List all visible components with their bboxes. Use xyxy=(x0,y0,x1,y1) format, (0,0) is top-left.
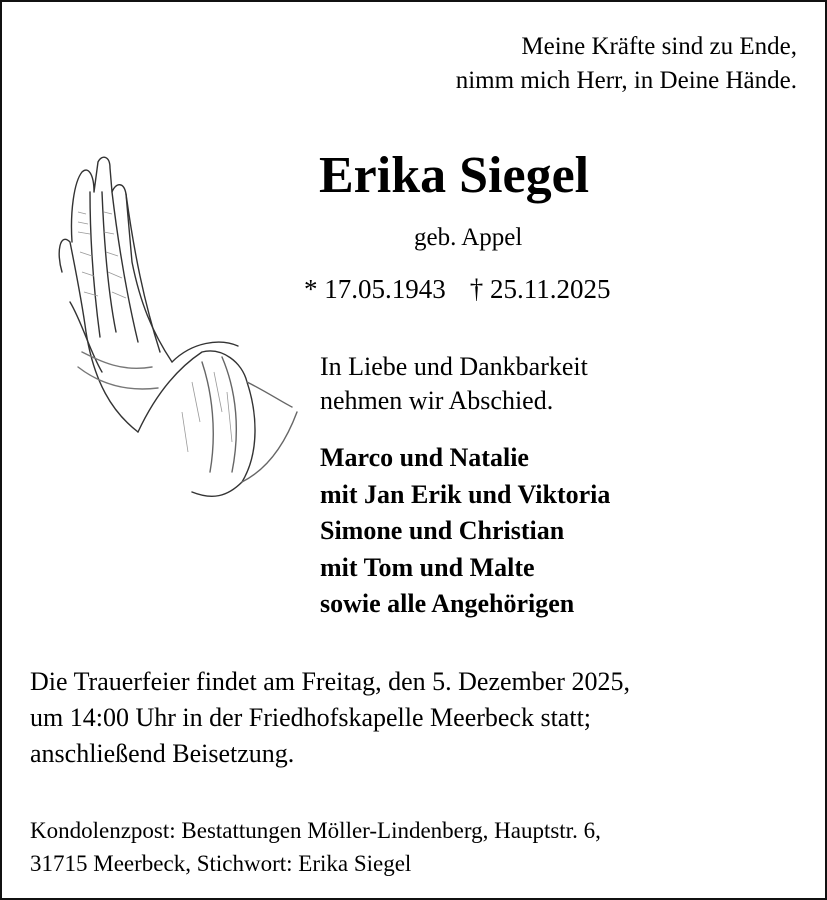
praying-hands-icon xyxy=(42,152,302,512)
ceremony-line-1: Die Trauerfeier findet am Freitag, den 5. Dezember 2025, xyxy=(30,667,630,696)
birth-date: * 17.05.1943 xyxy=(304,274,446,304)
motto-line-1: Meine Kräfte sind zu Ende, xyxy=(521,33,797,60)
mourner-line: mit Tom und Malte xyxy=(320,552,535,582)
ceremony-line-3: anschließend Beisetzung. xyxy=(30,739,295,768)
mourner-line: Marco und Natalie xyxy=(320,443,529,472)
farewell-line-2: nehmen wir Abschied. xyxy=(320,386,554,415)
condolence-line-1: Kondolenzpost: Bestattungen Möller-Lindenberg, Hauptstr. 6, xyxy=(30,818,601,843)
birth-name: geb. Appel xyxy=(414,224,523,251)
motto-verse xyxy=(456,30,797,98)
ceremony-line-2: um 14:00 Uhr in der Friedhofskapelle Meerbeck statt; xyxy=(30,703,592,732)
farewell-line-1: In Liebe und Dankbarkeit xyxy=(320,352,588,381)
mourner-line: Simone und Christian xyxy=(320,516,565,545)
condolence-line-2: 31715 Meerbeck, Stichwort: Erika Siegel xyxy=(30,851,412,876)
mourner-line: sowie alle Angehörigen xyxy=(320,589,575,618)
ceremony-info xyxy=(30,664,630,772)
farewell-text xyxy=(320,350,588,418)
mourners-list xyxy=(320,440,610,623)
deceased-name: Erika Siegel xyxy=(319,147,590,204)
life-dates xyxy=(304,272,611,306)
condolence-address xyxy=(30,814,601,880)
death-date: † 25.11.2025 xyxy=(469,274,611,304)
mourner-line: mit Jan Erik und Viktoria xyxy=(320,479,611,509)
motto-line-2: nimm mich Herr, in Deine Hände. xyxy=(455,67,797,94)
